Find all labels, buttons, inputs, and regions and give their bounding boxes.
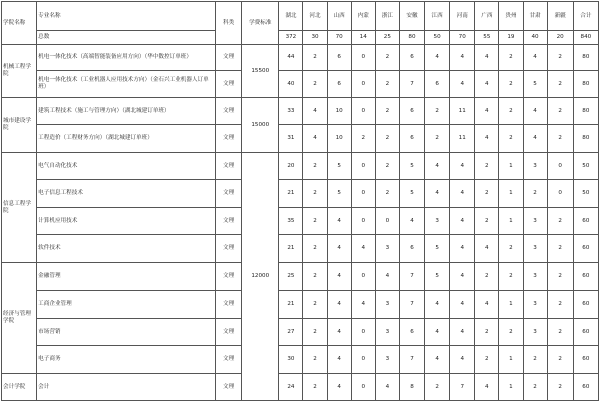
total-value: 80 [399, 31, 424, 45]
quota-cell: 4 [375, 374, 399, 401]
quota-cell: 4 [327, 319, 351, 346]
total-value: 372 [279, 31, 303, 45]
quota-cell: 60 [573, 346, 598, 374]
table-row [2, 319, 599, 346]
total-value: 14 [351, 31, 375, 45]
major-name: 金融管理 [37, 263, 216, 291]
header-tuition: 学费标准 [242, 2, 279, 45]
total-value: 70 [327, 31, 351, 45]
quota-cell: 60 [573, 235, 598, 263]
quota-cell: 6 [399, 125, 424, 153]
quota-cell: 4 [327, 208, 351, 235]
quota-cell: 21 [279, 235, 303, 263]
quota-cell: 2 [303, 208, 327, 235]
quota-cell: 1 [499, 374, 523, 401]
major-name: 工商企业管理 [37, 291, 216, 319]
quota-cell: 2 [303, 71, 327, 98]
quota-cell: 3 [375, 319, 399, 346]
quota-cell: 2 [303, 263, 327, 291]
quota-cell: 2 [425, 125, 450, 153]
table-row [2, 71, 599, 98]
quota-cell: 4 [523, 45, 547, 71]
quota-cell: 0 [351, 263, 375, 291]
tuition-cell: 15000 [242, 98, 279, 153]
quota-cell: 4 [375, 263, 399, 291]
total-value: 55 [475, 31, 499, 45]
quota-cell: 2 [475, 208, 499, 235]
quota-cell: 4 [425, 291, 450, 319]
quota-cell: 21 [279, 291, 303, 319]
quota-cell: 0 [351, 346, 375, 374]
quota-cell: 0 [351, 180, 375, 208]
quota-cell: 2 [425, 374, 450, 401]
quota-cell: 2 [303, 180, 327, 208]
quota-cell: 5 [425, 235, 450, 263]
total-value: 70 [450, 31, 475, 45]
quota-cell: 8 [399, 374, 424, 401]
quota-cell: 44 [279, 45, 303, 71]
quota-cell: 0 [351, 374, 375, 401]
quota-cell: 2 [547, 291, 573, 319]
quota-cell: 2 [499, 235, 523, 263]
quota-cell: 4 [327, 346, 351, 374]
quota-cell: 1 [499, 291, 523, 319]
total-value: 840 [573, 31, 598, 45]
quota-cell: 0 [351, 208, 375, 235]
major-name: 机电一体化技术（工业机器人应用技术方向）（金石兴工业机器人订单班） [37, 71, 216, 98]
table-row [2, 346, 599, 374]
major-name: 电气自动化技术 [37, 153, 216, 180]
header-province: 江西 [425, 2, 450, 31]
table-row [2, 235, 599, 263]
table-row [2, 208, 599, 235]
quota-cell: 4 [450, 319, 475, 346]
quota-cell: 60 [573, 263, 598, 291]
quota-cell: 1 [499, 346, 523, 374]
quota-cell: 3 [523, 235, 547, 263]
quota-cell: 1 [499, 180, 523, 208]
quota-cell: 4 [399, 208, 424, 235]
subject-cell: 文理 [216, 208, 242, 235]
quota-cell: 4 [351, 291, 375, 319]
quota-cell: 50 [573, 180, 598, 208]
quota-cell: 4 [523, 98, 547, 125]
quota-cell: 4 [327, 263, 351, 291]
quota-cell: 60 [573, 208, 598, 235]
quota-cell: 11 [450, 125, 475, 153]
header-province: 新疆 [547, 2, 573, 31]
header-province: 内蒙 [351, 2, 375, 31]
table-row [2, 180, 599, 208]
quota-cell: 80 [573, 71, 598, 98]
quota-cell: 80 [573, 125, 598, 153]
quota-cell: 4 [327, 291, 351, 319]
quota-cell: 2 [499, 263, 523, 291]
quota-cell: 21 [279, 180, 303, 208]
quota-cell: 2 [547, 235, 573, 263]
quota-cell: 40 [279, 71, 303, 98]
college-name: 经济与管理学院 [2, 263, 37, 374]
quota-cell: 4 [475, 71, 499, 98]
quota-cell: 4 [475, 291, 499, 319]
subject-cell: 文理 [216, 45, 242, 71]
table-row [2, 153, 599, 180]
quota-cell: 2 [475, 263, 499, 291]
header-province: 湖北 [279, 2, 303, 31]
quota-cell: 2 [523, 346, 547, 374]
quota-cell: 2 [499, 45, 523, 71]
quota-cell: 33 [279, 98, 303, 125]
quota-cell: 2 [303, 346, 327, 374]
header-province: 浙江 [375, 2, 399, 31]
quota-cell: 2 [499, 125, 523, 153]
subject-cell: 文理 [216, 346, 242, 374]
table-row [2, 45, 599, 71]
quota-cell: 20 [279, 153, 303, 180]
quota-cell: 0 [351, 71, 375, 98]
quota-cell: 10 [327, 98, 351, 125]
header-province: 山西 [327, 2, 351, 31]
quota-cell: 5 [523, 71, 547, 98]
header-province: 贵州 [499, 2, 523, 31]
college-name: 会计学院 [2, 374, 37, 401]
total-value: 40 [523, 31, 547, 45]
quota-cell: 3 [523, 208, 547, 235]
quota-cell: 3 [375, 346, 399, 374]
quota-cell: 4 [425, 180, 450, 208]
quota-cell: 2 [547, 319, 573, 346]
quota-cell: 60 [573, 319, 598, 346]
quota-cell: 0 [351, 45, 375, 71]
quota-cell: 2 [303, 374, 327, 401]
quota-cell: 2 [375, 71, 399, 98]
quota-cell: 0 [547, 153, 573, 180]
quota-cell: 0 [547, 180, 573, 208]
quota-cell: 4 [450, 346, 475, 374]
quota-cell: 4 [475, 45, 499, 71]
totals-label: 总数 [37, 31, 216, 45]
quota-cell: 6 [399, 45, 424, 71]
subject-cell: 文理 [216, 125, 242, 153]
quota-cell: 80 [573, 45, 598, 71]
quota-cell: 4 [450, 153, 475, 180]
subject-cell: 文理 [216, 319, 242, 346]
major-name: 工程造价（工程财务方向）（湖北城建订单班） [37, 125, 216, 153]
table-row [2, 291, 599, 319]
subject-cell: 文理 [216, 71, 242, 98]
quota-cell: 0 [375, 208, 399, 235]
quota-cell: 4 [303, 125, 327, 153]
quota-cell: 2 [499, 319, 523, 346]
quota-cell: 7 [399, 263, 424, 291]
quota-cell: 7 [399, 291, 424, 319]
quota-cell: 6 [327, 71, 351, 98]
quota-cell: 4 [425, 45, 450, 71]
quota-cell: 4 [327, 374, 351, 401]
header-province: 合计 [573, 2, 598, 31]
college-name: 机械工程学院 [2, 45, 37, 98]
quota-cell: 2 [475, 319, 499, 346]
quota-cell: 4 [425, 346, 450, 374]
quota-cell: 4 [425, 319, 450, 346]
header-row [2, 2, 599, 31]
total-value: 25 [375, 31, 399, 45]
quota-cell: 2 [375, 180, 399, 208]
quota-cell: 6 [399, 235, 424, 263]
quota-cell: 2 [375, 125, 399, 153]
major-name: 电子商务 [37, 346, 216, 374]
quota-cell: 4 [450, 180, 475, 208]
quota-cell: 80 [573, 98, 598, 125]
quota-cell: 6 [425, 71, 450, 98]
quota-cell: 1 [499, 208, 523, 235]
quota-cell: 24 [279, 374, 303, 401]
quota-cell: 4 [475, 125, 499, 153]
quota-cell: 3 [375, 291, 399, 319]
subject-cell: 文理 [216, 291, 242, 319]
totals-row [2, 31, 599, 45]
quota-cell: 2 [303, 319, 327, 346]
college-name: 城市建设学院 [2, 98, 37, 153]
quota-cell: 0 [351, 319, 375, 346]
header-province: 河北 [303, 2, 327, 31]
quota-cell: 25 [279, 263, 303, 291]
major-name: 机电一体化技术（高端智能装备应用方向）（华中数控订单班） [37, 45, 216, 71]
total-value: 50 [425, 31, 450, 45]
subject-cell: 文理 [216, 374, 242, 401]
quota-cell: 4 [475, 98, 499, 125]
header-major: 专业名称 [37, 2, 216, 31]
major-name: 软件技术 [37, 235, 216, 263]
quota-cell: 31 [279, 125, 303, 153]
header-college: 学院名称 [2, 2, 37, 45]
quota-cell: 2 [375, 98, 399, 125]
quota-cell: 2 [523, 374, 547, 401]
total-value: 19 [499, 31, 523, 45]
tuition-cell: 12000 [242, 153, 279, 401]
quota-cell: 30 [279, 346, 303, 374]
quota-cell: 2 [303, 235, 327, 263]
quota-cell: 2 [547, 208, 573, 235]
quota-cell: 3 [425, 208, 450, 235]
quota-cell: 2 [475, 346, 499, 374]
quota-cell: 5 [327, 180, 351, 208]
quota-cell: 7 [399, 71, 424, 98]
quota-cell: 4 [475, 374, 499, 401]
quota-cell: 11 [450, 98, 475, 125]
quota-cell: 5 [327, 153, 351, 180]
quota-cell: 2 [375, 153, 399, 180]
quota-cell: 6 [399, 319, 424, 346]
quota-cell: 2 [547, 125, 573, 153]
quota-cell: 3 [523, 263, 547, 291]
quota-cell: 4 [450, 71, 475, 98]
quota-cell: 5 [399, 153, 424, 180]
quota-cell: 2 [547, 374, 573, 401]
quota-cell: 60 [573, 374, 598, 401]
quota-cell: 6 [399, 98, 424, 125]
header-province: 河南 [450, 2, 475, 31]
quota-cell: 4 [425, 153, 450, 180]
quota-cell: 2 [523, 180, 547, 208]
quota-cell: 4 [327, 235, 351, 263]
quota-cell: 4 [523, 125, 547, 153]
quota-cell: 2 [351, 125, 375, 153]
quota-cell: 2 [547, 45, 573, 71]
major-name: 电子信息工程技术 [37, 180, 216, 208]
quota-cell: 10 [327, 125, 351, 153]
header-province: 安徽 [399, 2, 424, 31]
quota-cell: 5 [399, 180, 424, 208]
table-row [2, 98, 599, 125]
quota-cell: 5 [425, 263, 450, 291]
quota-cell: 2 [425, 98, 450, 125]
quota-cell: 2 [475, 153, 499, 180]
table-row [2, 125, 599, 153]
quota-cell: 3 [523, 153, 547, 180]
quota-cell: 35 [279, 208, 303, 235]
total-value: 20 [547, 31, 573, 45]
quota-cell: 2 [303, 153, 327, 180]
quota-cell: 1 [499, 153, 523, 180]
subject-cell: 文理 [216, 180, 242, 208]
header-subject: 科类 [216, 2, 242, 45]
subject-cell: 文理 [216, 235, 242, 263]
quota-cell: 7 [450, 374, 475, 401]
quota-cell: 4 [450, 45, 475, 71]
subject-cell: 文理 [216, 153, 242, 180]
quota-cell: 4 [450, 263, 475, 291]
quota-cell: 60 [573, 291, 598, 319]
quota-cell: 2 [475, 180, 499, 208]
quota-cell: 4 [450, 208, 475, 235]
college-name: 信息工程学院 [2, 153, 37, 263]
quota-cell: 4 [475, 235, 499, 263]
header-province: 广西 [475, 2, 499, 31]
total-value: 30 [303, 31, 327, 45]
quota-cell: 50 [573, 153, 598, 180]
major-name: 会计 [37, 374, 216, 401]
quota-cell: 3 [375, 235, 399, 263]
quota-cell: 2 [303, 45, 327, 71]
quota-cell: 4 [450, 291, 475, 319]
tuition-cell: 15500 [242, 45, 279, 98]
quota-cell: 2 [499, 98, 523, 125]
quota-cell: 2 [499, 71, 523, 98]
major-name: 建筑工程技术（施工与管理方向）（湖北城建订单班） [37, 98, 216, 125]
subject-cell: 文理 [216, 263, 242, 291]
quota-cell: 27 [279, 319, 303, 346]
quota-cell: 4 [450, 235, 475, 263]
quota-cell: 0 [351, 153, 375, 180]
table-row [2, 374, 599, 401]
quota-cell: 3 [523, 291, 547, 319]
quota-cell: 4 [303, 98, 327, 125]
quota-cell: 2 [547, 346, 573, 374]
quota-cell: 4 [351, 235, 375, 263]
quota-cell: 6 [327, 45, 351, 71]
subject-cell: 文理 [216, 98, 242, 125]
quota-cell: 2 [547, 98, 573, 125]
major-name: 市场营销 [37, 319, 216, 346]
quota-cell: 2 [375, 45, 399, 71]
header-province: 甘肃 [523, 2, 547, 31]
major-name: 计算机应用技术 [37, 208, 216, 235]
enrollment-plan-table [1, 1, 599, 401]
quota-cell: 2 [547, 71, 573, 98]
quota-cell: 2 [303, 291, 327, 319]
quota-cell: 7 [399, 346, 424, 374]
table-row [2, 263, 599, 291]
quota-cell: 0 [351, 98, 375, 125]
quota-cell: 2 [547, 263, 573, 291]
quota-cell: 3 [523, 319, 547, 346]
